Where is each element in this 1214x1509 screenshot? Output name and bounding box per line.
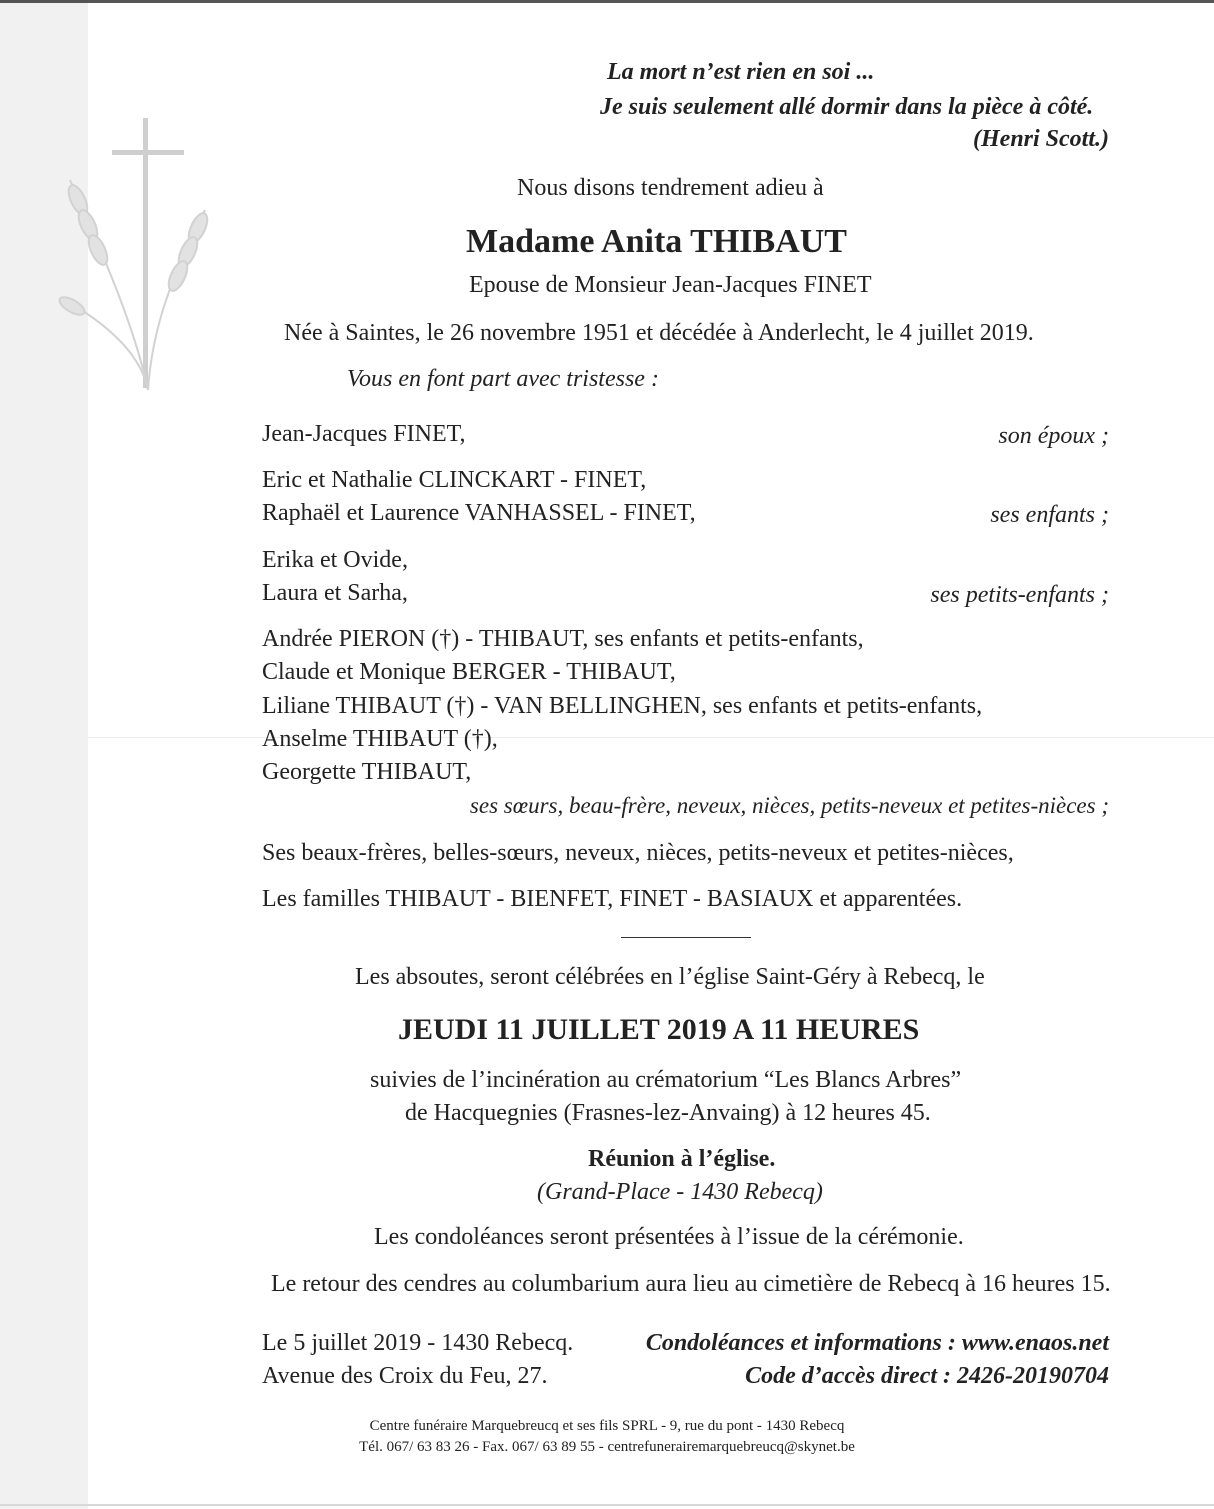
footer-date-place: Le 5 juillet 2019 - 1430 Rebecq. <box>262 1330 574 1356</box>
funeral-home-line-2: Tél. 067/ 63 83 26 - Fax. 067/ 63 89 55 - centrefunerairemarquebreucq@skynet.be <box>359 1439 855 1455</box>
condoleances-line: Les condoléances seront présentées à l’issue de la cérémonie. <box>374 1224 964 1250</box>
ceremony-line-3: de Hacquegnies (Frasnes-lez-Anvaing) à 12 heures 45. <box>405 1100 931 1126</box>
paper-fold-line <box>88 737 1214 738</box>
family-enfants-role: ses enfants ; <box>990 502 1109 528</box>
deceased-name: Madame Anita THIBAUT <box>466 223 847 260</box>
funeral-home-line-1: Centre funéraire Marquebreucq et ses fils SPRL - 9, rue du pont - 1430 Rebecq <box>369 1418 845 1434</box>
family-familles: Les familles THIBAUT - BIENFET, FINET - BASIAUX et apparentées. <box>262 886 963 912</box>
spouse-line: Epouse de Monsieur Jean-Jacques FINET <box>469 272 872 298</box>
reunion-place: (Grand-Place - 1430 Rebecq) <box>537 1179 823 1205</box>
footer-address: Avenue des Croix du Feu, 27. <box>262 1363 548 1389</box>
family-enfants-2: Raphaël et Laurence VANHASSEL - FINET, <box>262 500 696 526</box>
family-epoux-name: Jean-Jacques FINET, <box>262 421 466 447</box>
section-separator <box>621 937 751 938</box>
bottom-border <box>0 1504 1214 1506</box>
family-epoux-role: son époux ; <box>998 423 1109 449</box>
top-border <box>0 0 1214 3</box>
wheat-icon <box>57 180 211 390</box>
quote-author: (Henri Scott.) <box>973 126 1109 152</box>
family-soeurs-2: Claude et Monique BERGER - THIBAUT, <box>262 659 676 685</box>
family-soeurs-5: Georgette THIBAUT, <box>262 759 472 785</box>
family-soeurs-role: ses sœurs, beau-frère, neveux, nièces, petits-neveux et petites-nièces ; <box>469 793 1109 818</box>
reunion-line: Réunion à l’église. <box>588 1146 776 1172</box>
footer-info: Condoléances et informations : www.enaos.net <box>645 1330 1109 1356</box>
announce-line: Vous en font part avec tristesse : <box>347 366 659 392</box>
family-soeurs-1: Andrée PIERON (†) - THIBAUT, ses enfants et petits-enfants, <box>262 626 864 652</box>
cross-wheat-ornament <box>40 110 230 400</box>
retour-line: Le retour des cendres au columbarium aura lieu au cimetière de Rebecq à 16 heures 15. <box>271 1271 1111 1297</box>
family-soeurs-3: Liliane THIBAUT (†) - VAN BELLINGHEN, ses enfants et petits-enfants, <box>262 693 983 719</box>
birth-death-line: Née à Saintes, le 26 novembre 1951 et décédée à Anderlecht, le 4 juillet 2019. <box>284 320 1034 346</box>
family-soeurs-4: Anselme THIBAUT (†), <box>262 726 498 752</box>
family-beaux: Ses beaux-frères, belles-sœurs, neveux, nièces, petits-neveux et petites-nièces, <box>262 840 1014 866</box>
footer-code: Code d’accès direct : 2426-20190704 <box>745 1363 1109 1389</box>
quote-line-2: Je suis seulement allé dormir dans la pièce à côté. <box>600 94 1094 120</box>
cross-icon <box>112 118 184 388</box>
family-petits-1: Erika et Ovide, <box>262 547 408 573</box>
family-enfants-1: Eric et Nathalie CLINCKART - FINET, <box>262 467 647 493</box>
quote-line-1: La mort n’est rien en soi ... <box>607 59 875 85</box>
family-petits-2: Laura et Sarha, <box>262 580 408 606</box>
intro-text: Nous disons tendrement adieu à <box>517 175 824 201</box>
ceremony-line-1: Les absoutes, seront célébrées en l’église Saint-Géry à Rebecq, le <box>355 964 985 990</box>
ceremony-line-2: suivies de l’incinération au crématorium “Les Blancs Arbres” <box>370 1067 962 1093</box>
ceremony-date: JEUDI 11 JUILLET 2019 A 11 HEURES <box>398 1013 920 1046</box>
family-petits-role: ses petits-enfants ; <box>930 582 1109 608</box>
